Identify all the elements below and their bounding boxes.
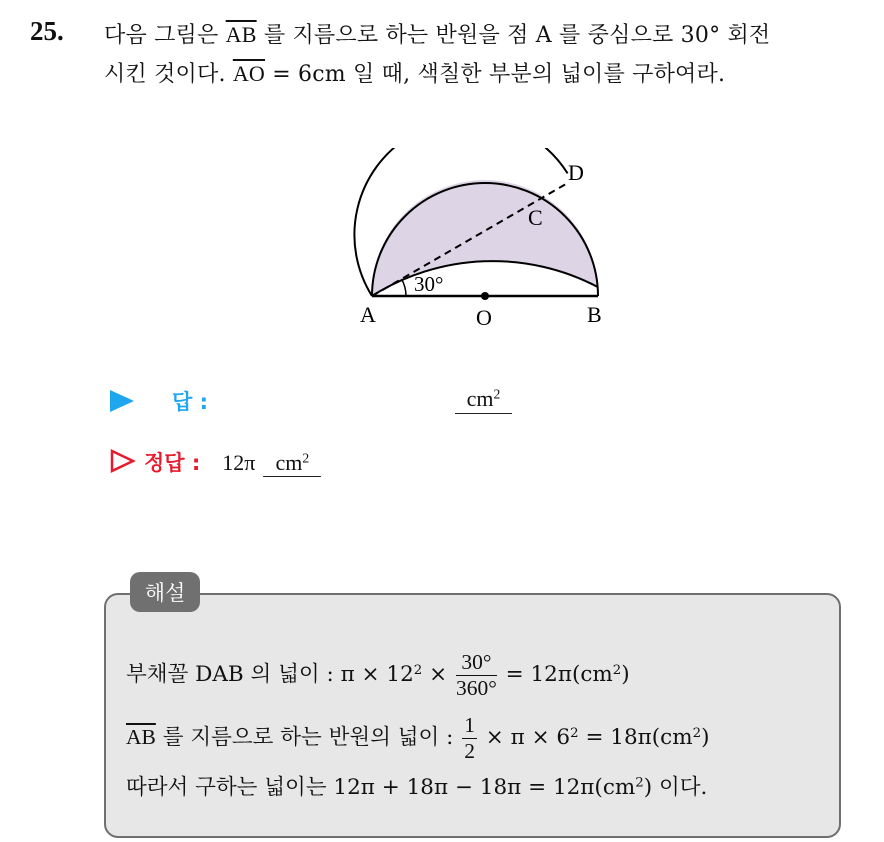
problem-text-line-1 xyxy=(104,18,770,49)
segment-ab: $\overline{AB}$ xyxy=(225,22,257,47)
segment-ab: $\overline{AB}$ xyxy=(126,725,156,750)
answer-unit: cm xyxy=(466,386,494,411)
correct-answer-label: 정답 : xyxy=(144,451,201,475)
outline-triangle-icon xyxy=(110,449,136,473)
solution-text: × xyxy=(422,662,454,688)
problem-text: 다음 그림은 xyxy=(104,23,226,48)
problem-text: = 6cm 일 때, 색칠한 부분의 넓이를 구하여라. xyxy=(265,62,726,87)
correct-answer-unit-blank xyxy=(263,450,321,477)
angle-label: 30° xyxy=(414,272,444,296)
point-label-o: O xyxy=(476,305,492,330)
solution-text: = 12π(cm xyxy=(498,662,613,688)
exponent: 2 xyxy=(692,725,702,741)
solution-tab: 해설 xyxy=(130,572,200,612)
fraction-numerator: 1 xyxy=(464,713,475,737)
problem-number: 25. xyxy=(30,16,64,46)
center-point-o xyxy=(481,292,489,300)
geometry-figure xyxy=(340,148,630,338)
solution-line-2 xyxy=(126,713,709,763)
solution-text: ) xyxy=(701,725,710,751)
exponent: 2 xyxy=(570,725,579,741)
answer-unit-power: 2 xyxy=(493,386,501,402)
solution-line-1 xyxy=(126,650,630,700)
correct-answer-value: 12π xyxy=(222,450,256,475)
answer-label: 답 : xyxy=(172,390,208,414)
solution-text: = 18π(cm xyxy=(578,725,693,751)
solution-text: ) xyxy=(621,662,630,688)
play-triangle-icon xyxy=(110,390,134,412)
fraction xyxy=(462,713,477,763)
point-label-b: B xyxy=(587,302,602,327)
solution-text: 를 지름으로 하는 반원의 넓이 : xyxy=(155,725,461,751)
correct-answer-unit-power: 2 xyxy=(302,450,310,466)
fraction-denominator: 2 xyxy=(464,738,475,763)
solution-text: × π × 6 xyxy=(478,725,571,751)
point-label-a: A xyxy=(360,302,376,327)
exponent: 2 xyxy=(612,662,622,678)
solution-line-3 xyxy=(126,770,707,801)
fraction xyxy=(456,650,497,700)
exponent: 2 xyxy=(635,775,644,791)
point-label-d: D xyxy=(568,160,584,185)
solution-text: 따라서 구하는 넓이는 12π + 18π − 18π = 12π(cm xyxy=(126,775,636,800)
fraction-denominator: 360° xyxy=(455,675,497,700)
correct-answer-row xyxy=(110,447,321,477)
angle-arc xyxy=(402,279,407,296)
point-label-c: C xyxy=(528,205,543,230)
solution-text: ) 이다. xyxy=(643,775,708,800)
exponent: 2 xyxy=(413,662,423,678)
correct-answer-unit: cm xyxy=(275,450,303,475)
fraction-numerator: 30° xyxy=(456,650,497,676)
solution-text: 부채꼴 DAB 의 넓이 : π × 12 xyxy=(126,662,414,688)
answer-input-blank[interactable] xyxy=(455,386,512,414)
segment-ao: $\overline{AO}$ xyxy=(232,61,266,86)
problem-text: 시킨 것이다. xyxy=(104,62,233,87)
problem-text: 를 지름으로 하는 반원을 점 A 를 중심으로 30° 회전 xyxy=(256,23,771,48)
problem-text-line-2 xyxy=(104,57,725,88)
answer-row xyxy=(110,386,208,416)
